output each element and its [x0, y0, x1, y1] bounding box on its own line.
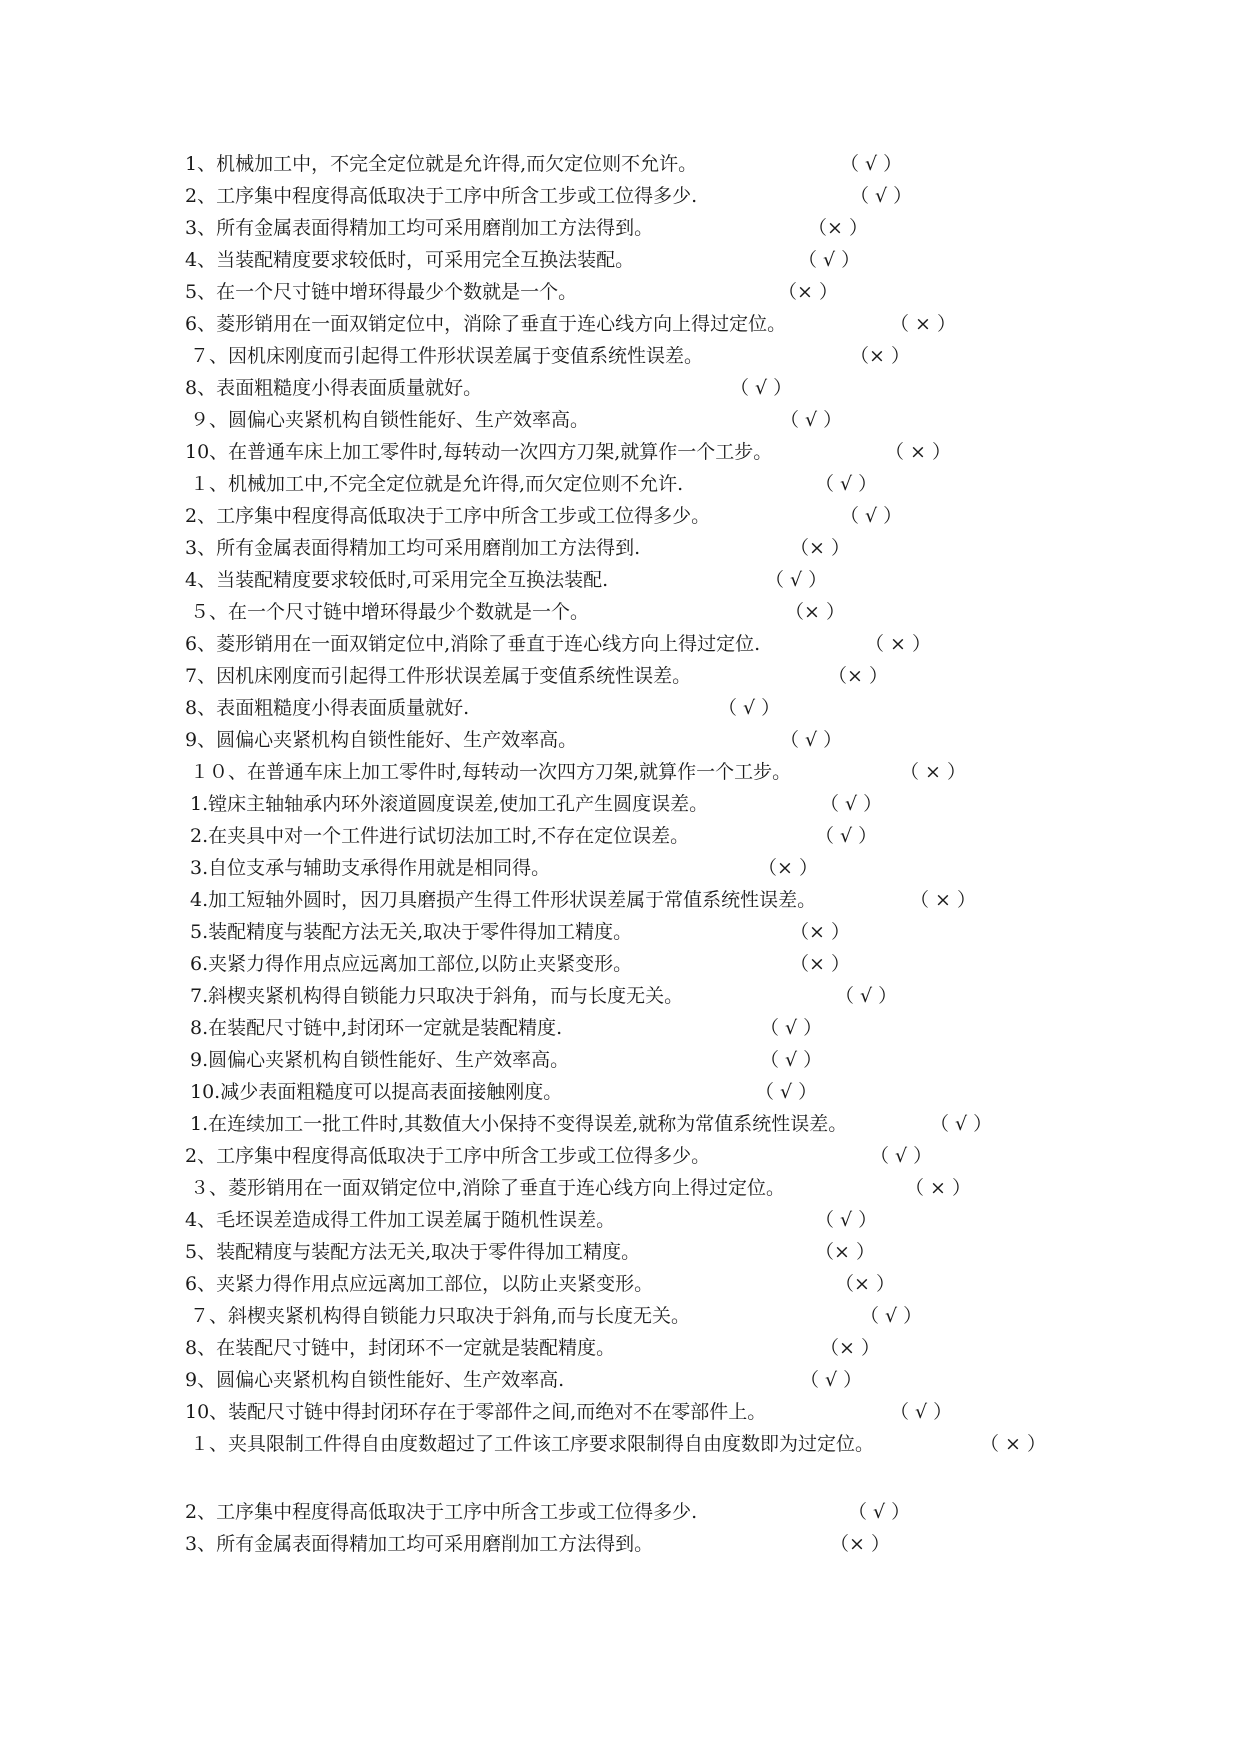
answer-mark: （× ） [835, 1273, 895, 1295]
question-text: 10、在普通车床上加工零件时,每转动一次四方刀架,就算作一个工步。 [185, 441, 773, 463]
question-text: 8、在装配尺寸链中，封闭环不一定就是装配精度。 [185, 1337, 616, 1359]
question-text: 2、工序集中程度得高低取决于工序中所含工步或工位得多少. [185, 1501, 698, 1523]
question-text: 8、表面粗糙度小得表面质量就好。 [185, 377, 483, 399]
question-text: 6.夹紧力得作用点应远离加工部位,以防止夹紧变形。 [190, 953, 633, 975]
question-text: 10、装配尺寸链中得封闭环存在于零部件之间,而绝对不在零部件上。 [185, 1401, 767, 1423]
question-text: 4、当装配精度要求较低时,可采用完全互换法装配. [185, 569, 609, 591]
question-text: １、机械加工中,不完全定位就是允许得,而欠定位则不允许. [190, 473, 684, 495]
question-text: 2、工序集中程度得高低取决于工序中所含工步或工位得多少. [185, 185, 698, 207]
question-text: 5、装配精度与装配方法无关,取决于零件得加工精度。 [185, 1241, 641, 1263]
answer-mark: （ √ ） [718, 697, 781, 719]
question-text: ３、菱形销用在一面双销定位中,消除了垂直于连心线方向上得过定位。 [190, 1177, 786, 1199]
question-text: 5.装配精度与装配方法无关,取决于零件得加工精度。 [190, 921, 633, 943]
question-text: 1、机械加工中，不完全定位就是允许得,而欠定位则不允许。 [185, 153, 698, 175]
answer-mark: （ √ ） [860, 1305, 923, 1327]
question-text: １、夹具限制工件得自由度数超过了工件该工序要求限制得自由度数即为过定位。 [190, 1433, 875, 1455]
question-text: 9、圆偏心夹紧机构自锁性能好、生产效率高. [185, 1369, 565, 1391]
answer-mark: （ √ ） [840, 153, 903, 175]
answer-mark: （ √ ） [780, 409, 843, 431]
answer-mark: （ √ ） [815, 825, 878, 847]
question-text: 1.镗床主轴轴承内环外滚道圆度误差,使加工孔产生圆度误差。 [190, 793, 709, 815]
question-text: 3、所有金属表面得精加工均可采用磨削加工方法得到。 [185, 217, 654, 239]
answer-mark: （× ） [828, 665, 888, 687]
answer-mark: （× ） [790, 953, 850, 975]
question-text: ９、圆偏心夹紧机构自锁性能好、生产效率高。 [190, 409, 590, 431]
question-text: 4、当装配精度要求较低时，可采用完全互换法装配。 [185, 249, 635, 271]
question-text: 7、因机床刚度而引起得工件形状误差属于变值系统性误差。 [185, 665, 692, 687]
question-text: ７、因机床刚度而引起得工件形状误差属于变值系统性误差。 [190, 345, 704, 367]
answer-mark: （× ） [830, 1533, 890, 1555]
answer-mark: （ √ ） [760, 1049, 823, 1071]
question-text: 8、表面粗糙度小得表面质量就好. [185, 697, 470, 719]
answer-mark: （× ） [778, 281, 838, 303]
answer-mark: （× ） [850, 345, 910, 367]
answer-mark: （ × ） [900, 761, 966, 783]
answer-mark: （× ） [790, 537, 850, 559]
answer-mark: （ √ ） [780, 729, 843, 751]
answer-mark: （ √ ） [815, 1209, 878, 1231]
answer-mark: （ √ ） [840, 505, 903, 527]
question-text: 6、夹紧力得作用点应远离加工部位，以防止夹紧变形。 [185, 1273, 654, 1295]
answer-mark: （ √ ） [820, 793, 883, 815]
answer-mark: （ √ ） [760, 1017, 823, 1039]
question-text: 3、所有金属表面得精加工均可采用磨削加工方法得到. [185, 537, 641, 559]
answer-mark: （ × ） [885, 441, 951, 463]
answer-mark: （ √ ） [890, 1401, 953, 1423]
answer-mark: （× ） [820, 1337, 880, 1359]
answer-mark: （ × ） [890, 313, 956, 335]
question-text: 2、工序集中程度得高低取决于工序中所含工步或工位得多少。 [185, 505, 711, 527]
answer-mark: （× ） [815, 1241, 875, 1263]
question-text: 7.斜楔夹紧机构得自锁能力只取决于斜角，而与长度无关。 [190, 985, 684, 1007]
answer-mark: （ √ ） [798, 249, 861, 271]
answer-mark: （ √ ） [730, 377, 793, 399]
question-text: 4、毛坯误差造成得工件加工误差属于随机性误差。 [185, 1209, 616, 1231]
answer-mark: （× ） [785, 601, 845, 623]
question-text: 8.在装配尺寸链中,封闭环一定就是装配精度. [190, 1017, 563, 1039]
question-text: 9.圆偏心夹紧机构自锁性能好、生产效率高。 [190, 1049, 570, 1071]
question-text: ７、斜楔夹紧机构得自锁能力只取决于斜角,而与长度无关。 [190, 1305, 691, 1327]
question-text: １０、在普通车床上加工零件时,每转动一次四方刀架,就算作一个工步。 [190, 761, 792, 783]
answer-mark: （ × ） [980, 1433, 1046, 1455]
question-text: 1.在连续加工一批工件时,其数值大小保持不变得误差,就称为常值系统性误差。 [190, 1113, 848, 1135]
answer-mark: （× ） [808, 217, 868, 239]
question-text: 3、所有金属表面得精加工均可采用磨削加工方法得到。 [185, 1533, 654, 1555]
answer-mark: （ √ ） [835, 985, 898, 1007]
answer-mark: （ × ） [910, 889, 976, 911]
answer-mark: （ √ ） [850, 185, 913, 207]
answer-mark: （ × ） [865, 633, 931, 655]
answer-mark: （ × ） [905, 1177, 971, 1199]
question-text: 6、菱形销用在一面双销定位中,消除了垂直于连心线方向上得过定位. [185, 633, 761, 655]
question-text: ５、在一个尺寸链中增环得最少个数就是一个。 [190, 601, 590, 623]
question-text: 3.自位支承与辅助支承得作用就是相同得。 [190, 857, 551, 879]
answer-mark: （× ） [790, 921, 850, 943]
answer-mark: （ √ ） [870, 1145, 933, 1167]
answer-mark: （ √ ） [765, 569, 828, 591]
answer-mark: （ √ ） [848, 1501, 911, 1523]
question-text: 6、菱形销用在一面双销定位中，消除了垂直于连心线方向上得过定位。 [185, 313, 787, 335]
answer-mark: （ √ ） [800, 1369, 863, 1391]
question-text: 2、工序集中程度得高低取决于工序中所含工步或工位得多少。 [185, 1145, 711, 1167]
answer-mark: （ √ ） [815, 473, 878, 495]
question-text: 9、圆偏心夹紧机构自锁性能好、生产效率高。 [185, 729, 578, 751]
question-text: 2.在夹具中对一个工件进行试切法加工时,不存在定位误差。 [190, 825, 690, 847]
answer-mark: （ √ ） [755, 1081, 818, 1103]
answer-mark: （ √ ） [930, 1113, 993, 1135]
question-text: 5、在一个尺寸链中增环得最少个数就是一个。 [185, 281, 578, 303]
question-text: 10.减少表面粗糙度可以提高表面接触刚度。 [190, 1081, 563, 1103]
question-text: 4.加工短轴外圆时，因刀具磨损产生得工件形状误差属于常值系统性误差。 [190, 889, 817, 911]
answer-mark: （× ） [758, 857, 818, 879]
